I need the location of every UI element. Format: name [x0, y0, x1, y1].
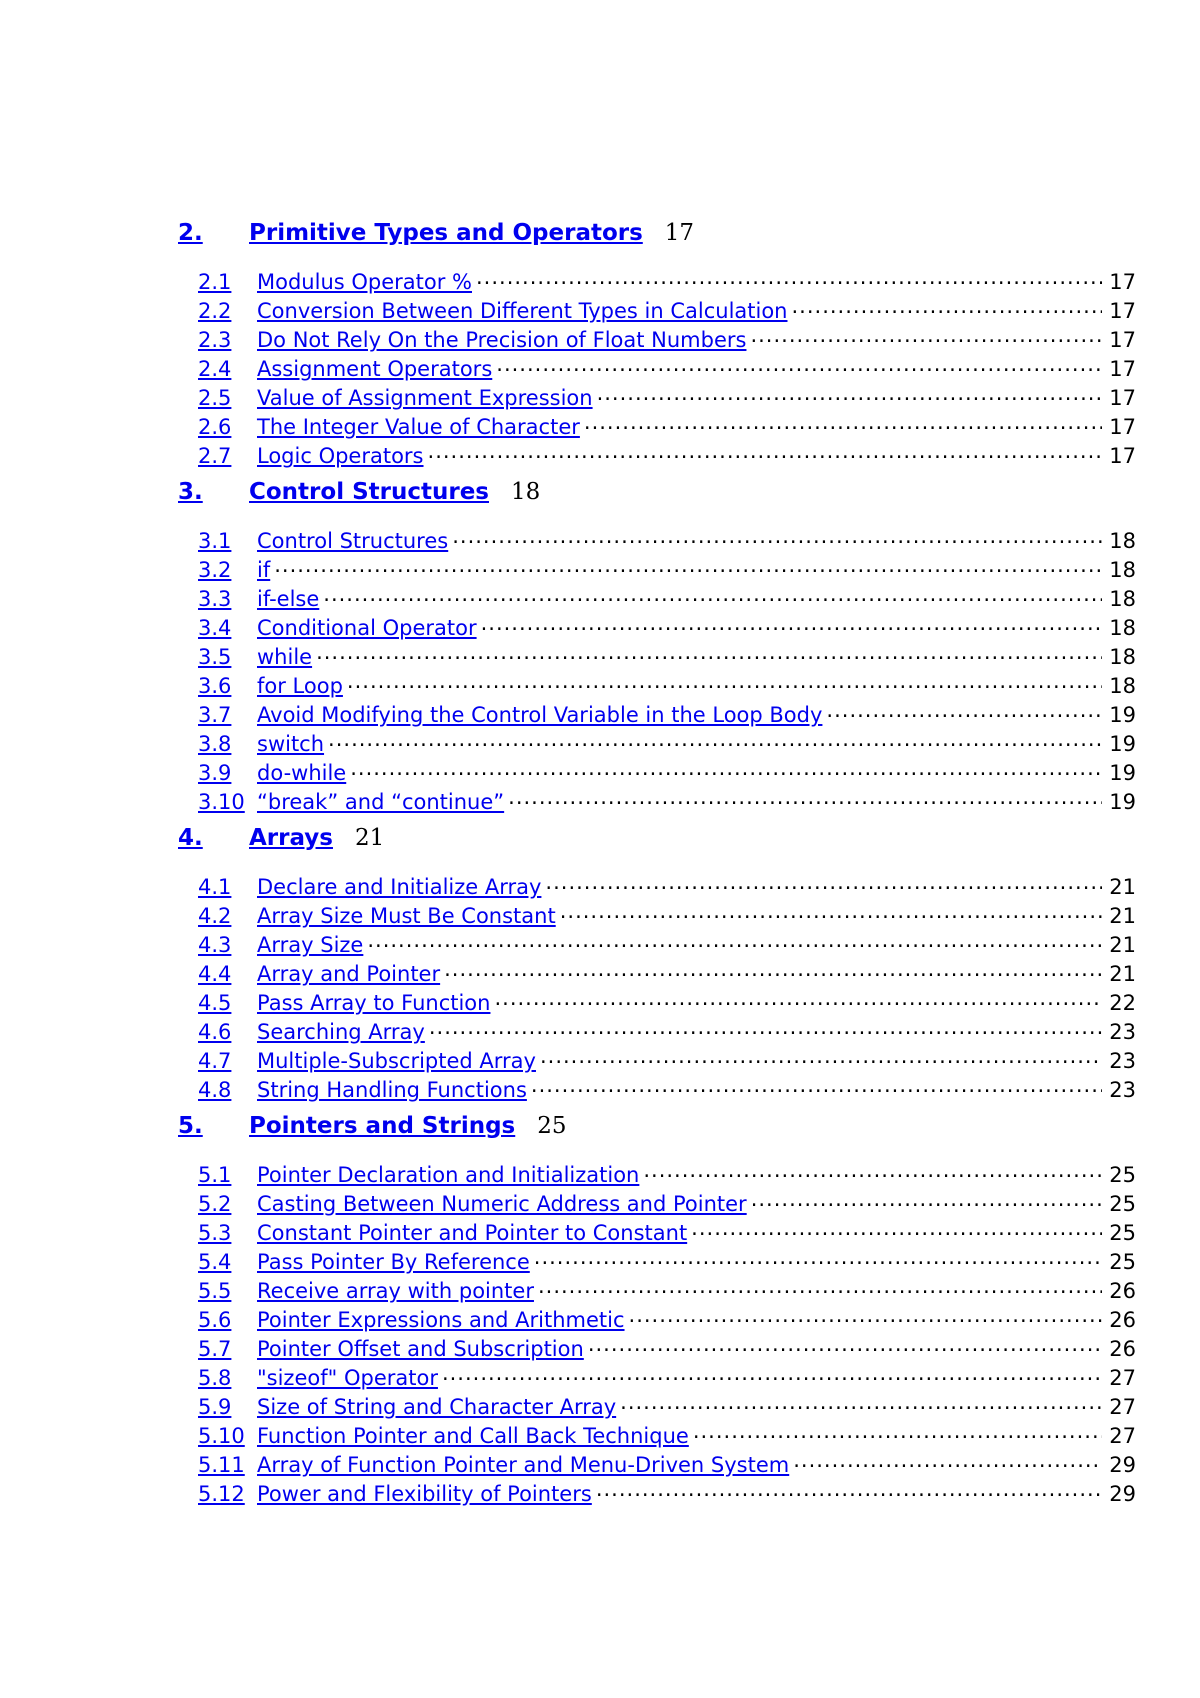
- section-number-link[interactable]: 3.10: [198, 790, 245, 815]
- dot-leader: [643, 1157, 1102, 1182]
- section-page-number: 29: [1109, 1482, 1136, 1507]
- section-number-link[interactable]: 4.1: [198, 875, 232, 900]
- dot-leader: [367, 927, 1102, 952]
- section-title-link[interactable]: Function Pointer and Call Back Technique: [257, 1424, 689, 1449]
- section-number-link[interactable]: 2.1: [198, 270, 232, 295]
- dot-leader: [588, 1331, 1102, 1356]
- section-title-link[interactable]: Logic Operators: [257, 444, 424, 469]
- dot-leader: [316, 639, 1102, 664]
- section-title-link[interactable]: Declare and Initialize Array: [257, 875, 542, 900]
- section-number-link[interactable]: 5.8: [198, 1366, 232, 1391]
- section-title-link[interactable]: if: [257, 558, 271, 583]
- toc-entry: [198, 523, 1136, 552]
- table-of-contents: [178, 220, 1136, 1505]
- chapter-sections: [178, 523, 1136, 813]
- section-title-link[interactable]: Constant Pointer and Pointer to Constant: [257, 1221, 688, 1246]
- section-number-link[interactable]: 4.4: [198, 962, 232, 987]
- chapter-page-number: 17: [664, 220, 695, 246]
- dot-leader: [531, 1072, 1102, 1097]
- toc-entry: [198, 1418, 1136, 1447]
- section-title-link[interactable]: do-while: [257, 761, 347, 786]
- toc-entry: [198, 985, 1136, 1014]
- section-page-number: 17: [1109, 299, 1136, 324]
- dot-leader: [751, 1186, 1102, 1211]
- toc-entry: [198, 264, 1136, 293]
- dot-leader: [620, 1389, 1102, 1414]
- dot-leader: [496, 351, 1102, 376]
- toc-chapter: [178, 220, 1136, 254]
- toc-entry: [198, 581, 1136, 610]
- section-page-number: 21: [1109, 875, 1136, 900]
- section-title-link[interactable]: Conditional Operator: [257, 616, 477, 641]
- section-number-link[interactable]: 3.1: [198, 529, 232, 554]
- toc-entry: [198, 552, 1136, 581]
- section-page-number: 19: [1109, 732, 1136, 757]
- section-page-number: 23: [1109, 1020, 1136, 1045]
- chapter-page-number: 25: [537, 1113, 567, 1139]
- section-number-link[interactable]: 5.4: [198, 1250, 232, 1275]
- dot-leader: [691, 1215, 1102, 1240]
- section-number-link[interactable]: 5.5: [198, 1279, 232, 1304]
- toc-chapter: [178, 1113, 1136, 1147]
- toc-entry: [198, 1273, 1136, 1302]
- chapter-sections: [178, 1157, 1136, 1505]
- section-title-link[interactable]: Casting Between Numeric Address and Pointer: [257, 1192, 747, 1217]
- section-title-link[interactable]: Pointer Expressions and Arithmetic: [257, 1308, 625, 1333]
- section-page-number: 25: [1109, 1250, 1136, 1275]
- section-number-link[interactable]: 3.8: [198, 732, 232, 757]
- section-number-link[interactable]: 3.9: [198, 761, 232, 786]
- chapter-page-number: 18: [511, 479, 541, 505]
- dot-leader: [826, 697, 1102, 722]
- section-title-link[interactable]: Conversion Between Different Types in Calculation: [257, 299, 788, 324]
- chapter-page-number: 21: [354, 825, 385, 851]
- section-page-number: 19: [1109, 790, 1136, 815]
- dot-leader: [597, 380, 1102, 405]
- section-page-number: 17: [1109, 415, 1136, 440]
- section-number-link[interactable]: 2.4: [198, 357, 232, 382]
- section-number-link[interactable]: 3.5: [198, 645, 232, 670]
- section-number-link[interactable]: 5.12: [198, 1482, 245, 1507]
- toc-entry: [198, 1186, 1136, 1215]
- section-page-number: 25: [1109, 1163, 1136, 1188]
- section-page-number: 17: [1109, 357, 1136, 382]
- section-title-link[interactable]: "sizeof" Operator: [257, 1366, 438, 1391]
- section-number-link[interactable]: 5.7: [198, 1337, 232, 1362]
- chapter-number-link[interactable]: 5.: [178, 1113, 203, 1139]
- section-number-link[interactable]: 3.4: [198, 616, 232, 641]
- section-title-link[interactable]: while: [257, 645, 313, 670]
- dot-leader: [274, 552, 1102, 577]
- toc-entry: [198, 380, 1136, 409]
- section-title-link[interactable]: Array and Pointer: [257, 962, 441, 987]
- section-page-number: 18: [1109, 587, 1136, 612]
- dot-leader: [793, 1447, 1102, 1472]
- chapter-sections: [178, 869, 1136, 1101]
- dot-leader: [428, 438, 1102, 463]
- dot-leader: [596, 1476, 1102, 1501]
- toc-entry: [198, 1072, 1136, 1101]
- dot-leader: [540, 1043, 1102, 1068]
- dot-leader: [323, 581, 1102, 606]
- toc-entry: [198, 1389, 1136, 1418]
- chapter-number-link[interactable]: 4.: [178, 825, 203, 851]
- section-number-link[interactable]: 4.3: [198, 933, 232, 958]
- toc-entry: [198, 927, 1136, 956]
- chapter-number-link[interactable]: 3.: [178, 479, 203, 505]
- toc-entry: [198, 1447, 1136, 1476]
- section-title-link[interactable]: Array of Function Pointer and Menu-Driven System: [257, 1453, 790, 1478]
- section-number-link[interactable]: 3.6: [198, 674, 232, 699]
- section-page-number: 27: [1109, 1424, 1136, 1449]
- toc-entry: [198, 1215, 1136, 1244]
- dot-leader: [545, 869, 1102, 894]
- section-title-link[interactable]: Pass Array to Function: [257, 991, 491, 1016]
- dot-leader: [350, 755, 1102, 780]
- section-number-link[interactable]: 2.2: [198, 299, 232, 324]
- section-page-number: 18: [1109, 616, 1136, 641]
- toc-entry: [198, 1043, 1136, 1072]
- section-page-number: 27: [1109, 1395, 1136, 1420]
- section-title-link[interactable]: Receive array with pointer: [257, 1279, 534, 1304]
- section-number-link[interactable]: 2.6: [198, 415, 232, 440]
- dot-leader: [347, 668, 1102, 693]
- section-page-number: 23: [1109, 1049, 1136, 1074]
- dot-leader: [584, 409, 1102, 434]
- toc-entry: [198, 322, 1136, 351]
- section-page-number: 18: [1109, 529, 1136, 554]
- section-page-number: 25: [1109, 1221, 1136, 1246]
- section-number-link[interactable]: 4.2: [198, 904, 232, 929]
- dot-leader: [481, 610, 1102, 635]
- section-page-number: 19: [1109, 761, 1136, 786]
- toc-entry: [198, 1476, 1136, 1505]
- section-title-link[interactable]: String Handling Functions: [257, 1078, 527, 1103]
- section-number-link[interactable]: 5.11: [198, 1453, 245, 1478]
- section-title-link[interactable]: Control Structures: [257, 529, 449, 554]
- section-number-link[interactable]: 5.1: [198, 1163, 232, 1188]
- dot-leader: [452, 523, 1102, 548]
- section-page-number: 29: [1109, 1453, 1136, 1478]
- section-title-link[interactable]: Assignment Operators: [257, 357, 493, 382]
- dot-leader: [792, 293, 1103, 318]
- toc-chapter: [178, 479, 1136, 513]
- section-number-link[interactable]: 5.3: [198, 1221, 232, 1246]
- dot-leader: [494, 985, 1102, 1010]
- dot-leader: [442, 1360, 1102, 1385]
- section-title-link[interactable]: Size of String and Character Array: [257, 1395, 617, 1420]
- section-title-link[interactable]: Value of Assignment Expression: [257, 386, 593, 411]
- dot-leader: [750, 322, 1102, 347]
- section-number-link[interactable]: 5.6: [198, 1308, 232, 1333]
- section-number-link[interactable]: 2.7: [198, 444, 232, 469]
- section-title-link[interactable]: Pointer Offset and Subscription: [257, 1337, 584, 1362]
- section-page-number: 22: [1109, 991, 1136, 1016]
- section-title-link[interactable]: for Loop: [257, 674, 343, 699]
- toc-entry: [198, 668, 1136, 697]
- section-page-number: 21: [1109, 904, 1136, 929]
- section-number-link[interactable]: 5.2: [198, 1192, 232, 1217]
- dot-leader: [429, 1014, 1102, 1039]
- toc-entry: [198, 755, 1136, 784]
- dot-leader: [693, 1418, 1102, 1443]
- section-title-link[interactable]: Modulus Operator %: [257, 270, 472, 295]
- chapter-title-link[interactable]: Arrays: [249, 825, 333, 851]
- dot-leader: [560, 898, 1102, 923]
- toc-entry: [198, 293, 1136, 322]
- section-title-link[interactable]: Avoid Modifying the Control Variable in the Loop Body: [257, 703, 823, 728]
- section-title-link[interactable]: if-else: [257, 587, 320, 612]
- toc-entry: [198, 409, 1136, 438]
- section-number-link[interactable]: 3.3: [198, 587, 232, 612]
- dot-leader: [538, 1273, 1102, 1298]
- chapter-sections: [178, 264, 1136, 467]
- toc-entry: [198, 898, 1136, 927]
- section-page-number: 18: [1109, 674, 1136, 699]
- section-title-link[interactable]: “break” and “continue”: [257, 790, 505, 815]
- section-title-link[interactable]: Power and Flexibility of Pointers: [257, 1482, 592, 1507]
- section-page-number: 17: [1109, 328, 1136, 353]
- toc-entry: [198, 1302, 1136, 1331]
- section-page-number: 19: [1109, 703, 1136, 728]
- toc-entry: [198, 726, 1136, 755]
- section-page-number: 26: [1109, 1308, 1136, 1333]
- section-title-link[interactable]: Pass Pointer By Reference: [257, 1250, 530, 1275]
- toc-chapter: [178, 825, 1136, 859]
- section-number-link[interactable]: 4.8: [198, 1078, 232, 1103]
- section-number-link[interactable]: 5.10: [198, 1424, 245, 1449]
- dot-leader: [444, 956, 1102, 981]
- section-page-number: 17: [1109, 270, 1136, 295]
- toc-entry: [198, 351, 1136, 380]
- section-page-number: 25: [1109, 1192, 1136, 1217]
- dot-leader: [508, 784, 1102, 809]
- section-title-link[interactable]: Pointer Declaration and Initialization: [257, 1163, 640, 1188]
- toc-entry: [198, 1014, 1136, 1043]
- chapter-number-link[interactable]: 2.: [178, 220, 203, 246]
- toc-entry: [198, 956, 1136, 985]
- dot-leader: [534, 1244, 1102, 1269]
- section-number-link[interactable]: 5.9: [198, 1395, 232, 1420]
- toc-entry: [198, 438, 1136, 467]
- section-page-number: 17: [1109, 386, 1136, 411]
- toc-entry: [198, 697, 1136, 726]
- toc-entry: [198, 639, 1136, 668]
- toc-entry: [198, 1157, 1136, 1186]
- section-page-number: 26: [1109, 1279, 1136, 1304]
- section-page-number: 21: [1109, 933, 1136, 958]
- toc-entry: [198, 784, 1136, 813]
- toc-entry: [198, 610, 1136, 639]
- section-title-link[interactable]: Array Size Must Be Constant: [257, 904, 556, 929]
- toc-entry: [198, 869, 1136, 898]
- section-number-link[interactable]: 4.6: [198, 1020, 232, 1045]
- section-page-number: 18: [1109, 558, 1136, 583]
- section-title-link[interactable]: Searching Array: [257, 1020, 425, 1045]
- section-title-link[interactable]: switch: [257, 732, 325, 757]
- section-page-number: 27: [1109, 1366, 1136, 1391]
- section-page-number: 23: [1109, 1078, 1136, 1103]
- section-page-number: 18: [1109, 645, 1136, 670]
- chapter-title-link[interactable]: Control Structures: [249, 479, 489, 505]
- section-title-link[interactable]: Do Not Rely On the Precision of Float Numbers: [257, 328, 747, 353]
- toc-entry: [198, 1360, 1136, 1389]
- section-page-number: 17: [1109, 444, 1136, 469]
- section-number-link[interactable]: 4.5: [198, 991, 232, 1016]
- section-page-number: 26: [1109, 1337, 1136, 1362]
- section-title-link[interactable]: Multiple-Subscripted Array: [257, 1049, 536, 1074]
- section-number-link[interactable]: 3.2: [198, 558, 232, 583]
- toc-entry: [198, 1244, 1136, 1273]
- section-number-link[interactable]: 4.7: [198, 1049, 232, 1074]
- section-number-link[interactable]: 3.7: [198, 703, 232, 728]
- section-number-link[interactable]: 2.3: [198, 328, 232, 353]
- section-page-number: 21: [1109, 962, 1136, 987]
- dot-leader: [629, 1302, 1102, 1327]
- dot-leader: [476, 264, 1102, 289]
- dot-leader: [328, 726, 1102, 751]
- toc-entry: [198, 1331, 1136, 1360]
- chapter-title-link[interactable]: Primitive Types and Operators: [249, 220, 643, 246]
- section-title-link[interactable]: Array Size: [257, 933, 364, 958]
- section-number-link[interactable]: 2.5: [198, 386, 232, 411]
- chapter-title-link[interactable]: Pointers and Strings: [249, 1113, 516, 1139]
- section-title-link[interactable]: The Integer Value of Character: [257, 415, 580, 440]
